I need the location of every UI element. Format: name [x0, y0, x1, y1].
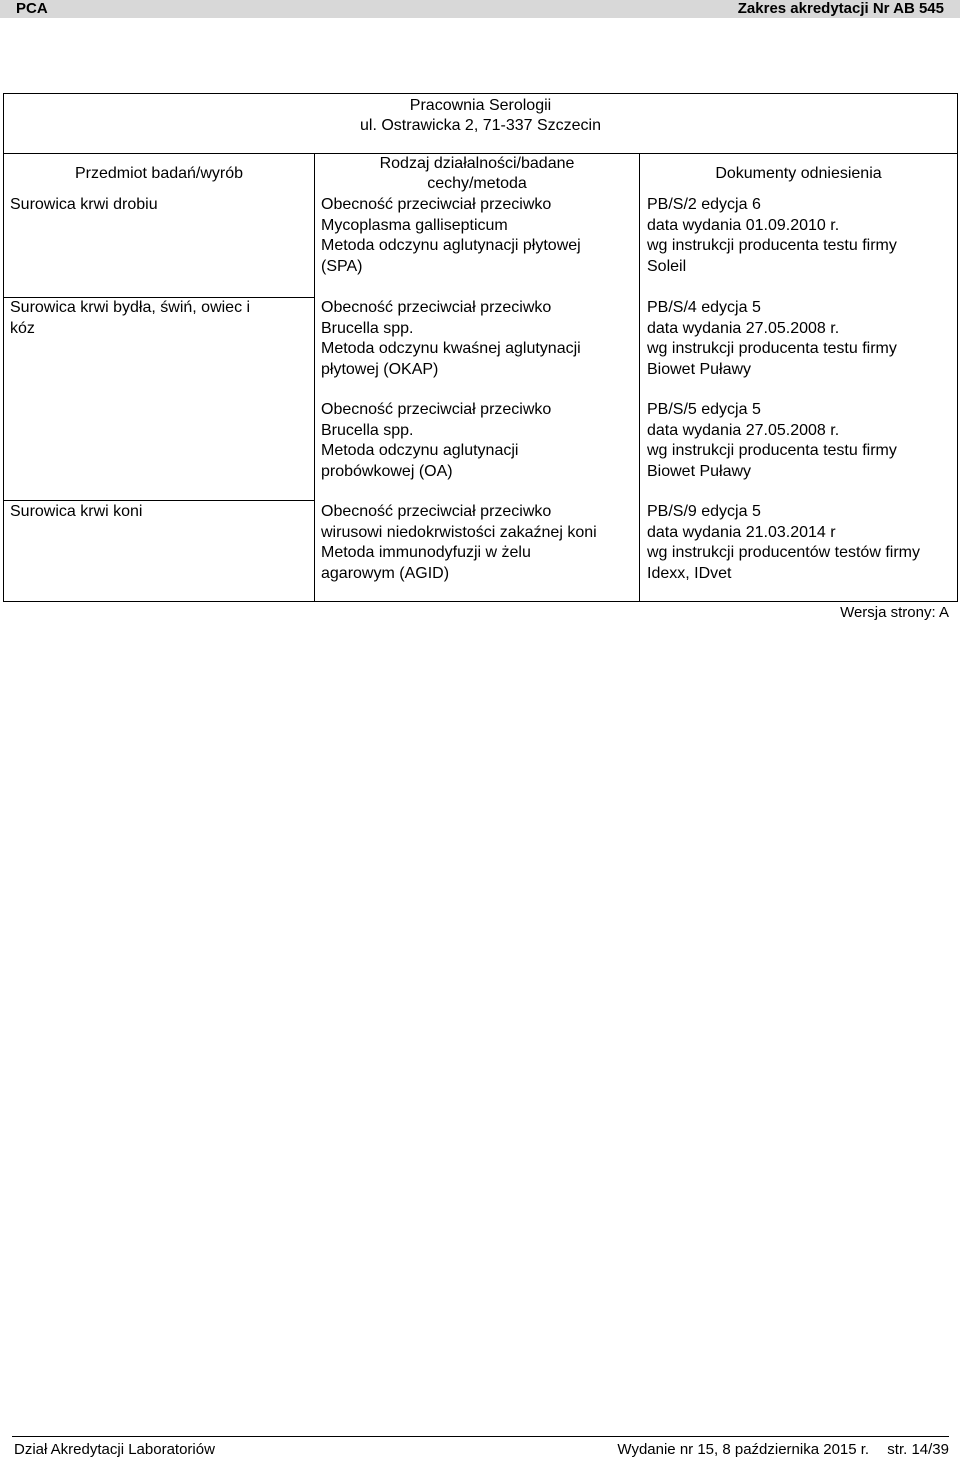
- row-divider: [4, 500, 315, 501]
- footer-edition: Wydanie nr 15, 8 października 2015 r.: [617, 1441, 870, 1458]
- doc-line: data wydania 01.09.2010 r.: [647, 216, 840, 234]
- method-line: Obecność przeciwciał przeciwko: [321, 196, 552, 213]
- doc-line: wg instrukcji producenta testu firmy: [647, 340, 897, 357]
- row-1-documents: [647, 195, 897, 277]
- doc-line: wg instrukcji producentów testów firmy: [647, 544, 920, 561]
- doc-line: Biowet Puławy: [647, 360, 752, 378]
- footer-edition-info: [617, 1441, 949, 1458]
- accreditation-table: [3, 93, 958, 602]
- method-line: (SPA): [321, 257, 363, 275]
- doc-line: Idexx, IDvet: [647, 564, 732, 582]
- row-1-method: [321, 195, 581, 277]
- column-divider: [314, 154, 315, 602]
- method-line: Metoda odczynu aglutynacji płytowej: [321, 237, 581, 254]
- method-line: płytowej (OKAP): [321, 360, 439, 378]
- method-line: Obecność przeciwciał przeciwko: [321, 401, 552, 418]
- column-header-subject: Przedmiot badań/wyrób: [74, 165, 244, 182]
- header-org-label: PCA: [16, 0, 48, 17]
- method-line: agarowym (AGID): [321, 564, 450, 582]
- footer-page-number: str. 14/39: [887, 1441, 949, 1458]
- method-line: Metoda odczynu aglutynacji: [321, 442, 519, 459]
- method-line: Metoda immunodyfuzji w żelu: [321, 544, 531, 561]
- lab-name: Pracownia Serologii: [409, 97, 552, 114]
- footer-divider: [12, 1436, 949, 1437]
- column-divider: [639, 154, 640, 602]
- doc-line: PB/S/2 edycja 6: [647, 196, 761, 213]
- column-header-method: [315, 154, 639, 194]
- doc-line: Biowet Puławy: [647, 462, 752, 480]
- column-header-method-line1: Rodzaj działalności/badane: [379, 155, 575, 172]
- method-line: Metoda odczynu kwaśnej aglutynacji: [321, 340, 581, 357]
- row-2-method: [321, 298, 581, 380]
- subject-line: kóz: [10, 319, 35, 337]
- doc-line: data wydania 21.03.2014 r: [647, 523, 836, 541]
- page-header-bar: [0, 0, 960, 18]
- page-version: Wersja strony: A: [840, 604, 949, 621]
- doc-line: data wydania 27.05.2008 r.: [647, 421, 840, 439]
- subject-line: Surowica krwi drobiu: [10, 196, 158, 213]
- lab-address: ul. Ostrawicka 2, 71-337 Szczecin: [360, 117, 601, 134]
- doc-line: data wydania 27.05.2008 r.: [647, 319, 840, 337]
- doc-line: wg instrukcji producenta testu firmy: [647, 237, 897, 254]
- column-header-documents: Dokumenty odniesienia: [715, 165, 882, 182]
- row-1-subject: [10, 195, 158, 216]
- doc-line: Soleil: [647, 257, 687, 275]
- column-header-method-line2: cechy/metoda: [427, 175, 527, 192]
- subject-line: Surowica krwi bydła, świń, owiec i: [10, 299, 251, 316]
- method-line: Obecność przeciwciał przeciwko: [321, 503, 552, 520]
- doc-line: PB/S/4 edycja 5: [647, 299, 761, 316]
- row-3-method: [321, 400, 551, 482]
- header-scope-label: Zakres akredytacji Nr AB 545: [737, 0, 944, 17]
- method-line: probówkowej (OA): [321, 462, 453, 480]
- subject-line: Surowica krwi koni: [10, 503, 143, 520]
- doc-line: PB/S/5 edycja 5: [647, 401, 761, 418]
- doc-line: wg instrukcji producenta testu firmy: [647, 442, 897, 459]
- lab-header: [4, 94, 957, 154]
- row-3-documents: [647, 400, 897, 482]
- doc-line: PB/S/9 edycja 5: [647, 503, 761, 520]
- method-line: Brucella spp.: [321, 421, 414, 439]
- footer-department: Dział Akredytacji Laboratoriów: [14, 1441, 215, 1458]
- row-4-subject: [10, 502, 142, 523]
- method-line: wirusowi niedokrwistości zakaźnej koni: [321, 523, 597, 541]
- row-4-documents: [647, 502, 920, 584]
- method-line: Mycoplasma gallisepticum: [321, 216, 508, 234]
- row-2-subject: [10, 298, 250, 339]
- row-2-documents: [647, 298, 897, 380]
- row-4-method: [321, 502, 597, 584]
- method-line: Obecność przeciwciał przeciwko: [321, 299, 552, 316]
- method-line: Brucella spp.: [321, 319, 414, 337]
